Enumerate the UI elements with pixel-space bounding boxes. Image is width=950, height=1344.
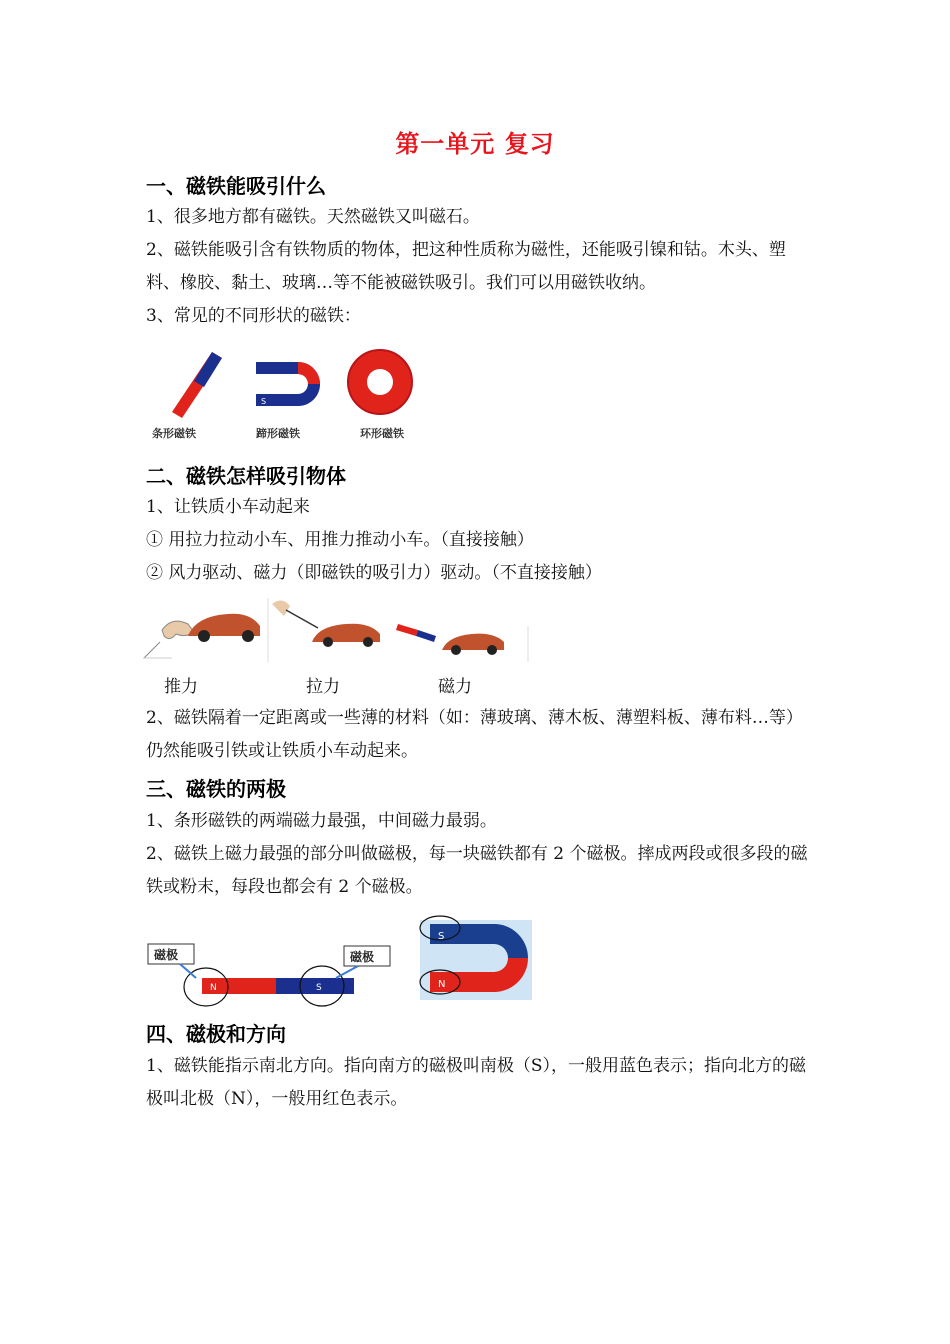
pull-car-image	[268, 598, 380, 662]
paragraph: 1、磁铁能指示南北方向。指向南方的磁极叫南极（S），一般用蓝色表示；指向北方的磁极叫北极（N），一般用红色表示。	[146, 1056, 806, 1109]
paragraph: 1、条形磁铁的两端磁力最强，中间磁力最弱。	[146, 811, 497, 831]
paragraph: ① 用拉力拉动小车、用推力推动小车。（直接接触）	[146, 530, 534, 550]
caption-pull: 拉力	[306, 677, 340, 697]
svg-text:S: S	[261, 397, 267, 406]
pole-label-left: 磁极	[154, 948, 179, 962]
pole-label-right: 磁极	[350, 950, 375, 964]
magnet-car-image	[396, 624, 528, 662]
north-pole-label: N	[210, 983, 217, 993]
paragraph: 2、磁铁上磁力最强的部分叫做磁极，每一块磁铁都有 2 个磁极。摔成两段或很多段的磁铁或粉末，每段也都会有 2 个磁极。	[146, 844, 808, 897]
horseshoe-poles-figure	[416, 912, 536, 1000]
south-pole-label: S	[316, 983, 322, 993]
caption-magnetic: 磁力	[438, 677, 472, 697]
caption-push: 推力	[164, 677, 198, 697]
bar-magnet-image	[172, 352, 222, 418]
paragraph: ② 风力驱动、磁力（即磁铁的吸引力）驱动。（不直接接触）	[146, 563, 602, 583]
paragraph: 2、磁铁隔着一定距离或一些薄的材料（如：薄玻璃、薄木板、薄塑料板、薄布料…等）仍然能吸引铁或让铁质小车动起来。	[146, 708, 803, 761]
horseshoe-south-label: S	[438, 931, 445, 942]
bar-magnet-poles-figure	[140, 938, 400, 1010]
paragraph: 3、常见的不同形状的磁铁：	[146, 306, 361, 326]
horseshoe-magnet-image	[256, 362, 320, 406]
ring-magnet-image	[348, 350, 412, 414]
section-heading-4: 四、磁极和方向	[146, 1022, 286, 1046]
section-heading-1: 一、磁铁能吸引什么	[146, 174, 326, 198]
push-car-image	[143, 614, 260, 658]
caption-horseshoe-magnet: 蹄形磁铁	[256, 427, 300, 440]
horseshoe-north-label: N	[438, 979, 446, 990]
section-heading-2: 二、磁铁怎样吸引物体	[146, 464, 346, 488]
section-heading-3: 三、磁铁的两极	[146, 777, 286, 801]
caption-bar-magnet: 条形磁铁	[152, 427, 196, 440]
paragraph: 2、磁铁能吸引含有铁物质的物体，把这种性质称为磁性，还能吸引镍和钴。木头、塑料、橡胶、黏土、玻璃…等不能被磁铁吸引。我们可以用磁铁收纳。	[146, 240, 786, 293]
paragraph: 1、很多地方都有磁铁。天然磁铁又叫磁石。	[146, 207, 480, 227]
caption-ring-magnet: 环形磁铁	[360, 427, 404, 440]
paragraph: 1、让铁质小车动起来	[146, 497, 310, 517]
cars-figure	[142, 596, 532, 662]
page-title: 第一单元 复习	[395, 130, 555, 158]
